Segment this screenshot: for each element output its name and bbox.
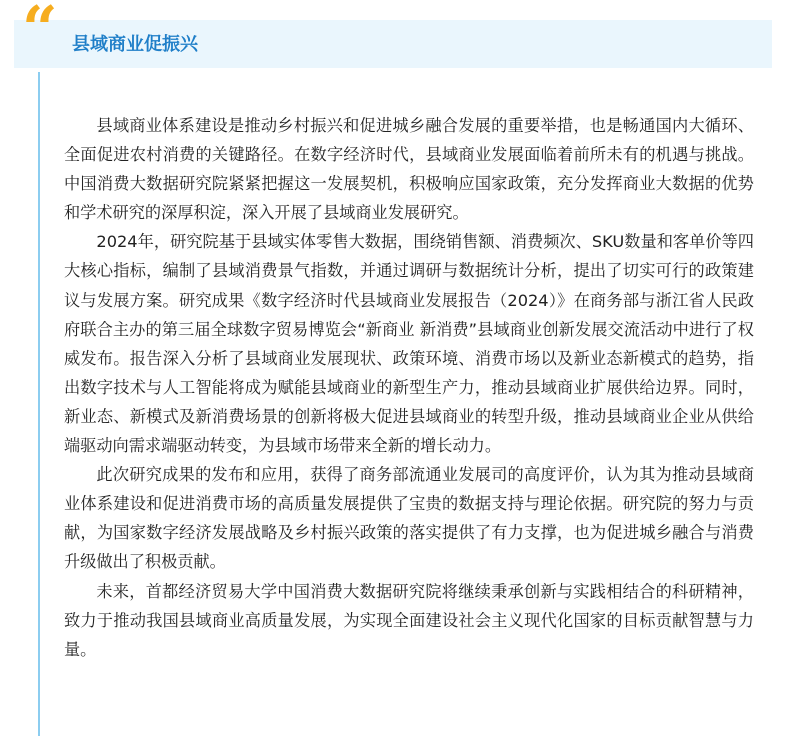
article-body xyxy=(64,111,754,664)
paragraph-3: 此次研究成果的发布和应用，获得了商务部流通业发展司的高度评价，认为其为推动县域商业体系建设和促进消费市场的高质量发展提供了宝贵的数据支持与理论依据。研究院的努力与贡献，为国家数字经济发展战略及乡村振兴政策的落实提供了有力支撑，也为促进城乡融合与消费升级做出了积极贡献。 xyxy=(64,465,754,572)
paragraph-4: 未来，首都经济贸易大学中国消费大数据研究院将继续秉承创新与实践相结合的科研精神，致力于推动我国县域商业高质量发展，为实现全面建设社会主义现代化国家的目标贡献智慧与力量。 xyxy=(64,581,754,659)
paragraph-2: 2024年，研究院基于县域实体零售大数据，围绕销售额、消费频次、SKU数量和客单价等四大核心指标，编制了县域消费景气指数，并通过调研与数据统计分析，提出了切实可行的政策建议与发展方案。研究成果《数字经济时代县域商业发展报告（2024）》在商务部与浙江省人民政府联合主办的第三届全球数字贸易博览会“新商业 新消费”县域商业创新发展交流活动中进行了权威发布。报告深入分析了县域商业发展现状、政策环境、消费市场以及新业态新模式的趋势，指出数字技术与人工智能将成为赋能县域商业的新型生产力，推动县域商业扩展供给边界。同时，新业态、新模式及新消费场景的创新将极大促进县域商业的转型升级，推动县域商业企业从供给端驱动向需求端驱动转变，为县域市场带来全新的增长动力。 xyxy=(64,232,754,456)
section-title: 县域商业促振兴 xyxy=(72,34,198,55)
left-vertical-rule xyxy=(38,72,40,736)
quote-icon: “ xyxy=(22,0,52,65)
paragraph-1: 县域商业体系建设是推动乡村振兴和促进城乡融合发展的重要举措，也是畅通国内大循环、全面促进农村消费的关键路径。在数字经济时代，县域商业发展面临着前所未有的机遇与挑战。中国消费大数据研究院紧紧把握这一发展契机，积极响应国家政策，充分发挥商业大数据的优势和学术研究的深厚积淀，深入开展了县域商业发展研究。 xyxy=(64,116,754,223)
